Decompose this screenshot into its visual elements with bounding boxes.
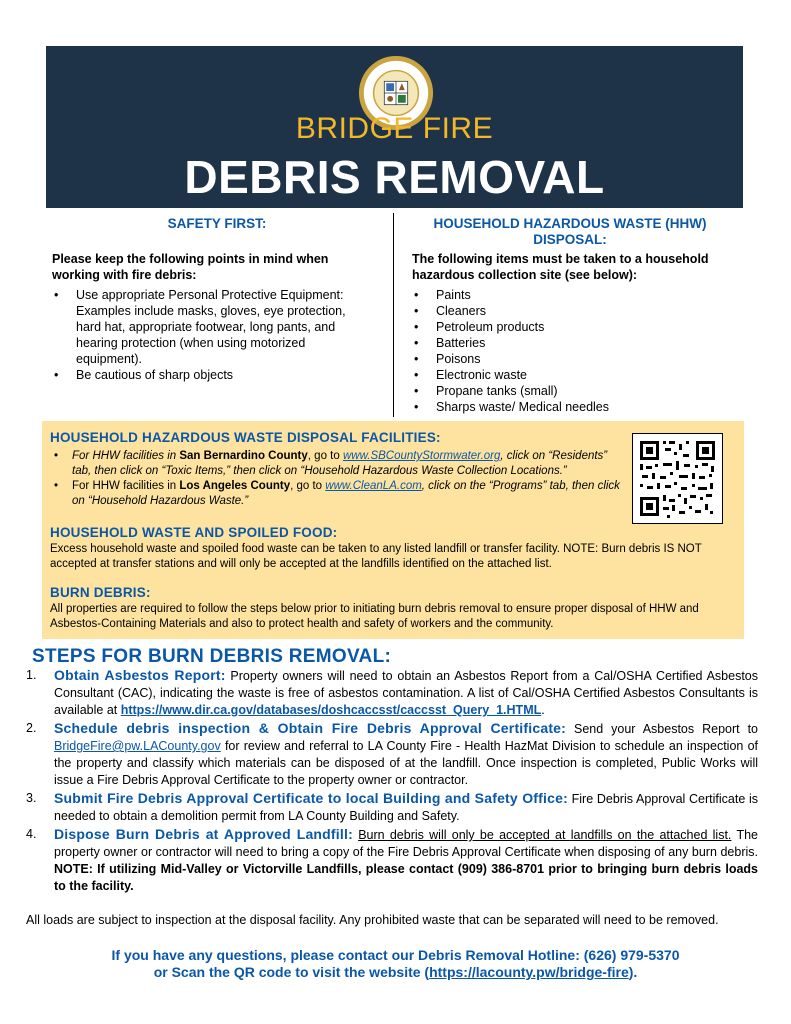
- safety-intro: Please keep the following points in mind when working with fire debris:: [52, 252, 329, 282]
- list-item: • Use appropriate Personal Protective Equipment: Examples include masks, gloves, eye protection, hard hat, appropriate footwear, long pants, and hearing protection (when using motorized equipment).: [54, 288, 346, 366]
- email-link[interactable]: BridgeFire@pw.LACounty.gov: [54, 739, 221, 753]
- list-item: • Petroleum products: [414, 320, 545, 334]
- steps-title: STEPS FOR BURN DEBRIS REMOVAL:: [32, 646, 392, 667]
- list-item: • Sharps waste/ Medical needles: [414, 400, 610, 414]
- list-item: 2. Schedule debris inspection & Obtain Fire Debris Approval Certificate: Send your Asbestos Report to BridgeFire@pw.LACounty.gov for review and referral to LA County Fire - Health HazMat Division to schedule an inspection of the property and classify which materials can be disposed of at the landfill. Once inspection is completed, Public Works will issue a Fire Debris Approval Certificate to the property owner or contractor.: [26, 720, 758, 787]
- list-item: • Cleaners: [414, 304, 487, 318]
- footnote: All loads are subject to inspection at the disposal facility. Any prohibited waste that can be separated will need to be removed.: [26, 913, 719, 927]
- sb-county-link[interactable]: www.SBCountyStormwater.org: [342, 450, 501, 462]
- list-item: 3. Submit Fire Debris Approval Certificate to local Building and Safety Office: Fire Debris Approval Certificate is needed to obtain a demolition permit from LA County Building and Safety.: [26, 790, 758, 823]
- list-item: • Paints: [414, 288, 471, 302]
- hhw-list: [412, 287, 732, 415]
- qr-code-icon[interactable]: [632, 433, 723, 524]
- facilities-list: [50, 449, 622, 509]
- page-title: DEBRIS REMOVAL: [184, 151, 605, 203]
- contact-line: or Scan the QR code to visit the website (https://lacounty.pw/bridge-fire).: [153, 964, 638, 980]
- household-title: HOUSEHOLD WASTE AND SPOILED FOOD:: [50, 525, 338, 540]
- safety-list: [52, 287, 372, 383]
- page-subtitle: BRIDGE FIRE: [295, 112, 494, 145]
- list-item: 1. Obtain Asbestos Report: Property owners will need to obtain an Asbestos Report from a Cal/OSHA Certified Asbestos Consultant (CAC), indicating the waste is free of asbestos contamination. A list of Cal/OSHA Certified Asbestos Consultants is available at https://www.dir.ca.gov/databases/doshcaccsst/caccsst_Query_1.HTML.: [26, 667, 758, 717]
- burn-title: BURN DEBRIS:: [50, 585, 151, 600]
- facilities-title: HOUSEHOLD HAZARDOUS WASTE DISPOSAL FACILITIES:: [50, 430, 441, 445]
- cleanla-link[interactable]: www.CleanLA.com: [325, 480, 422, 492]
- contact-block: [30, 947, 761, 981]
- list-item: • For HHW facilities in Los Angeles County, go to www.CleanLA.com, click on the “Programs” tab, then click on “Household Hazardous Waste.”: [54, 480, 620, 507]
- list-item: • Electronic waste: [414, 368, 528, 382]
- website-link[interactable]: https://lacounty.pw/bridge-fire: [429, 964, 629, 980]
- household-text: Excess household waste and spoiled food waste can be taken to any listed landfill or transfer facility. NOTE: Burn debris IS NOT accepted at transfer stations and will only be accepted at the landfills identified on the attached list.: [50, 543, 702, 570]
- burn-text: All properties are required to follow the steps below prior to initiating burn debris removal to ensure proper disposal of HHW and Asbestos-Containing Materials and also to protect health and safety of workers and the community.: [50, 603, 699, 630]
- hhw-title: HOUSEHOLD HAZARDOUS WASTE (HHW) DISPOSAL:: [433, 216, 707, 247]
- list-item: • Propane tanks (small): [414, 384, 558, 398]
- list-item: • Poisons: [414, 352, 481, 366]
- list-item: 4. Dispose Burn Debris at Approved Landfill: Burn debris will only be accepted at landfills on the attached list. The property owner or contractor will need to bring a copy of the Fire Debris Approval Certificate when disposing of any burn debris. NOTE: If utilizing Mid-Valley or Victorville Landfills, please contact (909) 386-8701 prior to bringing burn debris loads to the facility.: [26, 826, 758, 893]
- contact-line: If you have any questions, please contact our Debris Removal Hotline: (626) 979-5370: [111, 947, 680, 963]
- cac-list-link[interactable]: https://www.dir.ca.gov/databases/doshcaccsst/caccsst_Query_1.HTML: [120, 703, 542, 717]
- list-item: • For HHW facilities in San Bernardino County, go to www.SBCountyStormwater.org, click on “Residents” tab, then click on “Toxic Items,” then click on “Household Hazardous Waste Collection Locations.”: [54, 450, 608, 477]
- column-divider: [393, 213, 394, 417]
- steps-list: [26, 667, 758, 896]
- list-item: • Be cautious of sharp objects: [54, 368, 234, 382]
- safety-title: SAFETY FIRST:: [167, 216, 267, 231]
- hhw-intro: The following items must be taken to a household hazardous collection site (see below):: [412, 252, 709, 282]
- list-item: • Batteries: [414, 336, 486, 350]
